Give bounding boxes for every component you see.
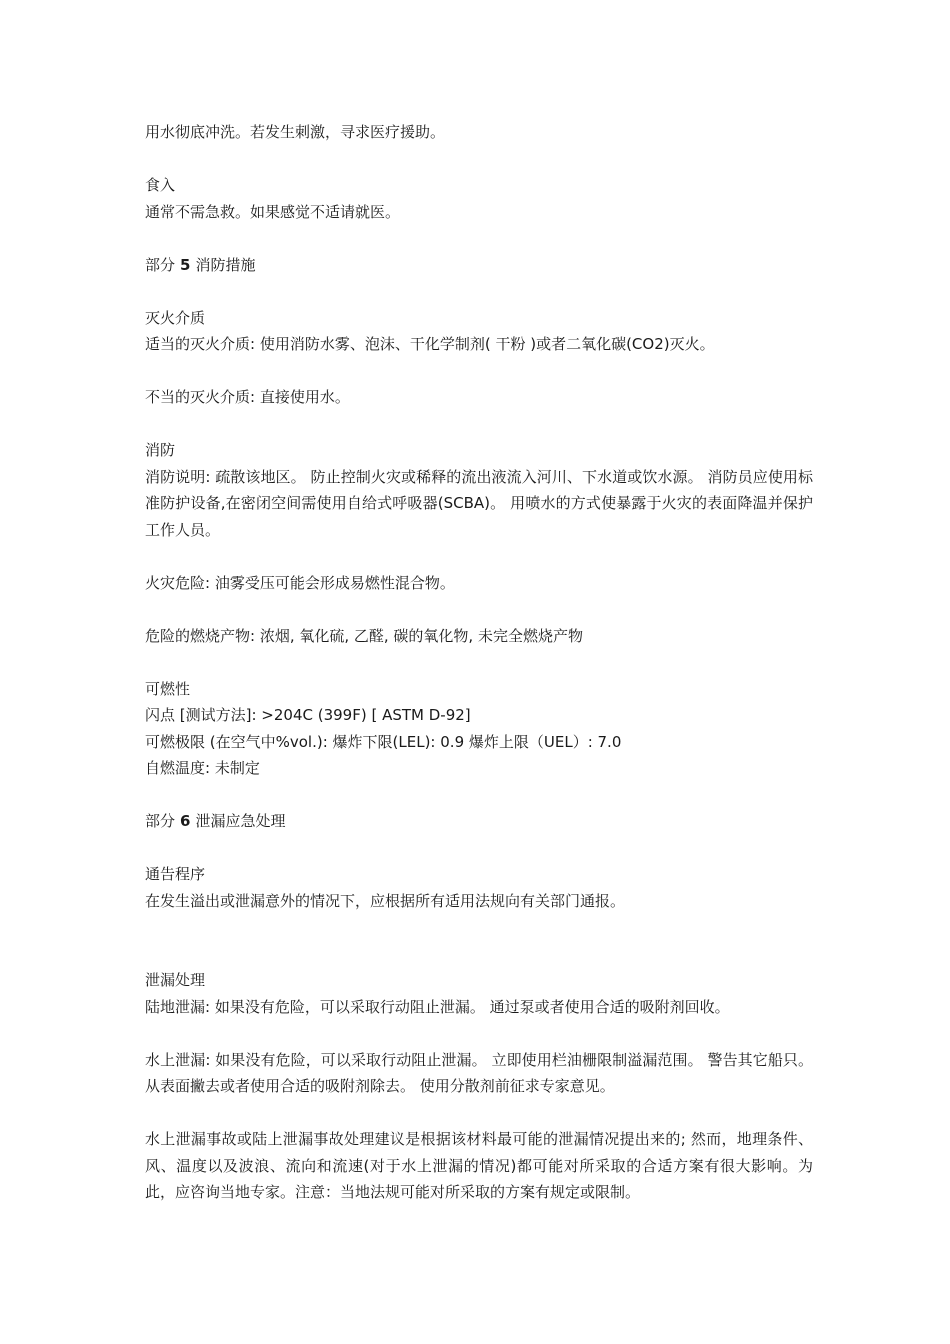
skin-contact-text: 用水彻底冲洗。若发生刺激，寻求医疗援助。: [145, 123, 446, 141]
flammable-limits-text: 可燃极限 (在空气中%vol.): 爆炸下限(LEL): 0.9 爆炸上限（UEL）: 7.0: [145, 732, 622, 751]
land-spill-text: 陆地泄漏: 如果没有危险，可以采取行动阻止泄漏。 通过泵或者使用合适的吸附剂回收。: [145, 997, 730, 1016]
section-prefix: 部分: [145, 812, 176, 830]
spacer: [145, 278, 813, 305]
flammability-heading: 可燃性: [145, 679, 191, 698]
spacer: [145, 543, 813, 570]
spacer: [145, 358, 813, 385]
notification-heading: 通告程序: [145, 865, 206, 883]
spacer: [145, 146, 813, 173]
firefighting-heading: 消防: [145, 441, 176, 459]
extinguishing-media-heading: 灭火介质: [145, 308, 206, 327]
spill-management-heading: 泄漏处理: [145, 971, 206, 989]
spacer: [145, 914, 813, 967]
unsuitable-media-text: 不当的灭火介质: 直接使用水。: [145, 388, 350, 406]
spacer: [145, 225, 813, 252]
notification-text: 在发生溢出或泄漏意外的情况下，应根据所有适用法规向有关部门通报。: [145, 891, 626, 910]
document-page: [145, 119, 813, 1206]
firefighting-instructions: 消防说明: 疏散该地区。 防止控制火灾或稀释的流出液流入河川、下水道或饮水源。 消防员应使用标准防护设备,在密闭空间需使用自给式呼吸器(SCBA)。 用喷水的方式使暴露于火灾的表面降温并保护工作人员。: [145, 467, 813, 539]
section-title: 消防措施: [195, 255, 256, 274]
autoignition-text: 自燃温度: 未制定: [145, 759, 260, 777]
section-prefix: 部分: [145, 255, 176, 274]
section-number: 6: [180, 812, 191, 830]
section-5-heading: [145, 252, 813, 279]
combustion-products-text: 危险的燃烧产物: 浓烟, 氧化硫, 乙醛, 碳的氧化物, 未完全燃烧产物: [145, 626, 583, 645]
spacer: [145, 835, 813, 862]
section-6-heading: [145, 808, 813, 835]
spacer: [145, 596, 813, 623]
spacer: [145, 649, 813, 676]
ingestion-text: 通常不需急救。如果感觉不适请就医。: [145, 202, 401, 221]
suitable-media-text: 适当的灭火介质: 使用消防水雾、泡沫、干化学制剂( 干粉 )或者二氧化碳(CO2)灭火。: [145, 335, 715, 353]
spacer: [145, 1020, 813, 1047]
spacer: [145, 411, 813, 438]
water-spill-text: 水上泄漏: 如果没有危险，可以采取行动阻止泄漏。 立即使用栏油栅限制溢漏范围。 警告其它船只。 从表面撇去或者使用合适的吸附剂除去。 使用分散剂前征求专家意见。: [145, 1050, 813, 1095]
flash-point-text: 闪点 [测试方法]: >204C (399F) [ ASTM D-92]: [145, 706, 471, 724]
spacer: [145, 1100, 813, 1127]
spacer: [145, 782, 813, 809]
ingestion-heading: 食入: [145, 176, 176, 194]
spill-advisory-text: 水上泄漏事故或陆上泄漏事故处理建议是根据该材料最可能的泄漏情况提出来的; 然而，地理条件、风、温度以及波浪、流向和流速(对于水上泄漏的情况)都可能对所采取的合适方案有很大影响。为此，应咨询当地专家。注意：当地法规可能对所采取的方案有规定或限制。: [145, 1130, 813, 1201]
fire-hazards-text: 火灾危险: 油雾受压可能会形成易燃性混合物。: [145, 573, 455, 592]
section-title: 泄漏应急处理: [195, 812, 286, 830]
section-number: 5: [180, 255, 191, 274]
